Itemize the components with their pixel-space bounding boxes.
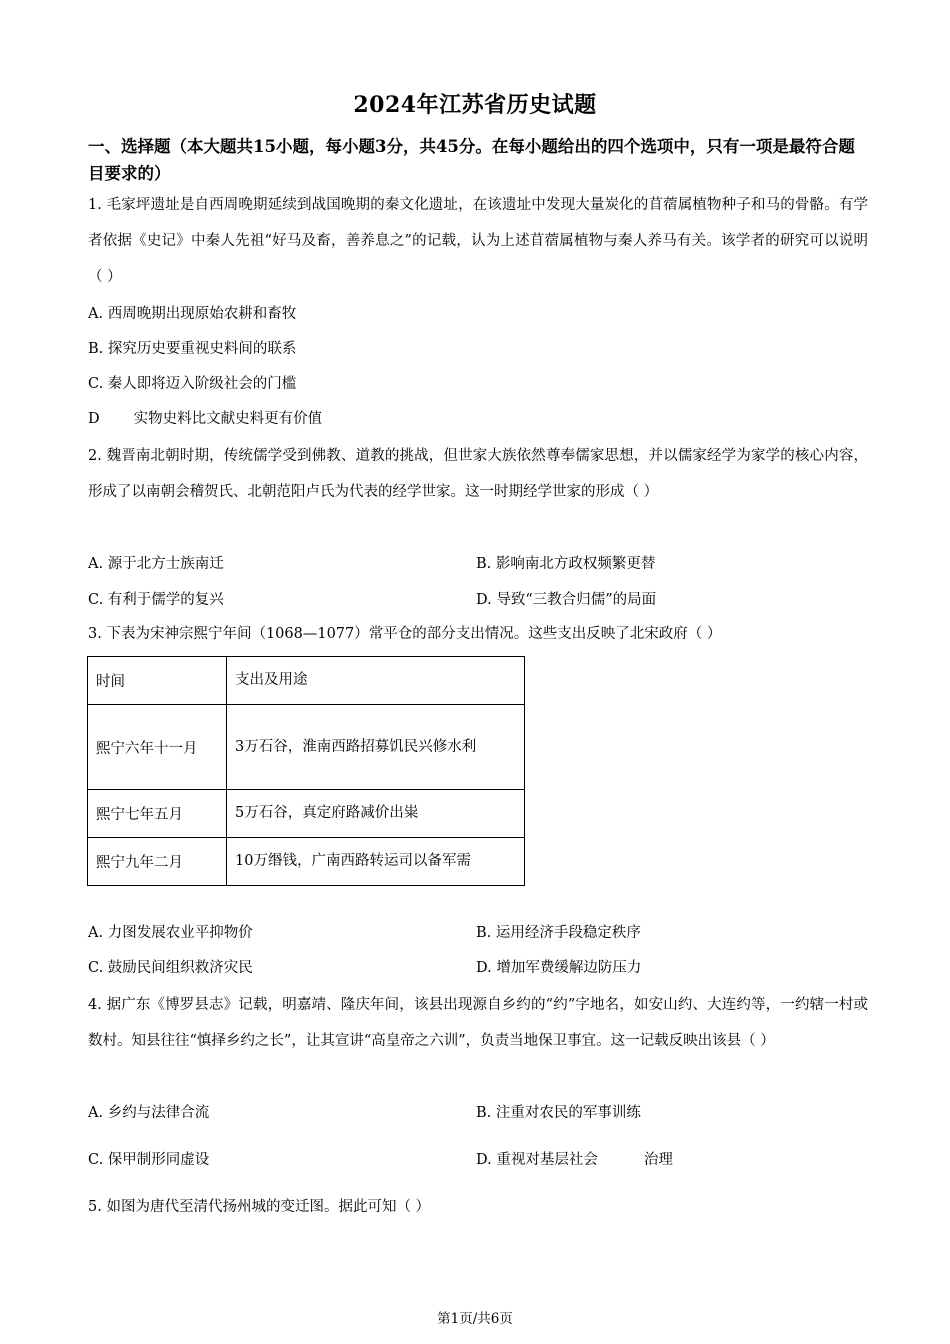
option-d-letter: D [88,411,100,427]
question-1-option-b: B. 探究历史要重视史料间的联系 [88,341,297,357]
question-2-option-b: B. 影响南北方政权频繁更替 [476,556,656,572]
table-cell-time: 熙宁九年二月 [88,838,227,886]
question-4-option-b: B. 注重对农民的军事训练 [476,1105,641,1121]
option-d-text: 实物史料比文献史料更有价值 [133,411,323,427]
page-title: 2024年江苏省历史试题 [353,92,597,118]
question-3-option-b: B. 运用经济手段稳定秩序 [476,925,641,941]
question-3-option-a: A. 力图发展农业平抑物价 [88,925,253,941]
table-cell-time: 熙宁七年五月 [88,790,227,838]
table-row [88,790,525,838]
table-header-cell: 时间 [88,657,227,705]
question-4-option-c: C. 保甲制形同虚设 [88,1152,210,1168]
question-2-option-c: C. 有利于儒学的复兴 [88,592,224,608]
question-1-option-a: A. 西周晚期出现原始农耕和畜牧 [88,306,297,322]
question-4-option-d [476,1149,673,1171]
section-heading: 一、选择题（本大题共15小题，每小题3分，共45分。在每小题给出的四个选项中，只有一项是最符合题目要求的） [88,137,855,183]
question-4-stem: 4. 据广东《博罗县志》记载，明嘉靖、隆庆年间，该县出现源自乡约的“约”字地名，如安山约、大连约等，一约辖一村或数村。知县往往“慎择乡约之长”，让其宣讲“高皇帝之六训”，负责当地保卫事宜。这一记载反映出该县（ ） [88,997,868,1049]
question-3-option-d: D. 增加军费缓解边防压力 [476,960,642,976]
option-d-part2: 治理 [643,1152,673,1168]
table-row [88,705,525,790]
question-1-stem: 1. 毛家坪遗址是自西周晚期延续到战国晚期的秦文化遗址，在该遗址中发现大量炭化的苜蓿属植物种子和马的骨骼。有学者依据《史记》中秦人先祖“好马及畜，善养息之”的记载，认为上述苜蓿属植物与秦人养马有关。该学者的研究可以说明（ ） [88,197,868,285]
question-4-option-a: A. 乡约与法律合流 [88,1105,210,1121]
question-2-option-a: A. 源于北方士族南迁 [88,556,224,572]
expenditure-table [87,656,525,886]
table-header-cell: 支出及用途 [227,657,525,705]
option-d-part1: D. 重视对基层社会 [476,1152,598,1168]
question-1-option-d [88,408,322,430]
question-5-stem: 5. 如图为唐代至清代扬州城的变迁图。据此可知（ ） [88,1199,431,1215]
question-3-option-c: C. 鼓励民间组织救济灾民 [88,960,253,976]
question-3-stem: 3. 下表为宋神宗熙宁年间（1068—1077）常平仓的部分支出情况。这些支出反映了北宋政府（ ） [88,626,722,642]
table-cell-time: 熙宁六年十一月 [88,705,227,790]
question-2-option-d: D. 导致“三教合归儒”的局面 [476,592,657,608]
table-cell-usage: 5万石谷，真定府路减价出粜 [227,790,525,838]
question-1-option-c: C. 秦人即将迈入阶级社会的门槛 [88,376,297,392]
table-header-row [88,657,525,705]
question-2-stem: 2. 魏晋南北朝时期，传统儒学受到佛教、道教的挑战，但世家大族依然尊奉儒家思想，并以儒家经学为家学的核心内容，形成了以南朝会稽贺氏、北朝范阳卢氏为代表的经学世家。这一时期经学世家的形成（ ） [88,448,868,500]
page-footer: 第1页/共6页 [437,1311,513,1327]
table-cell-usage: 10万缗钱，广南西路转运司以备军需 [227,838,525,886]
table-cell-usage: 3万石谷，淮南西路招募饥民兴修水利 [227,705,525,790]
table-row [88,838,525,886]
